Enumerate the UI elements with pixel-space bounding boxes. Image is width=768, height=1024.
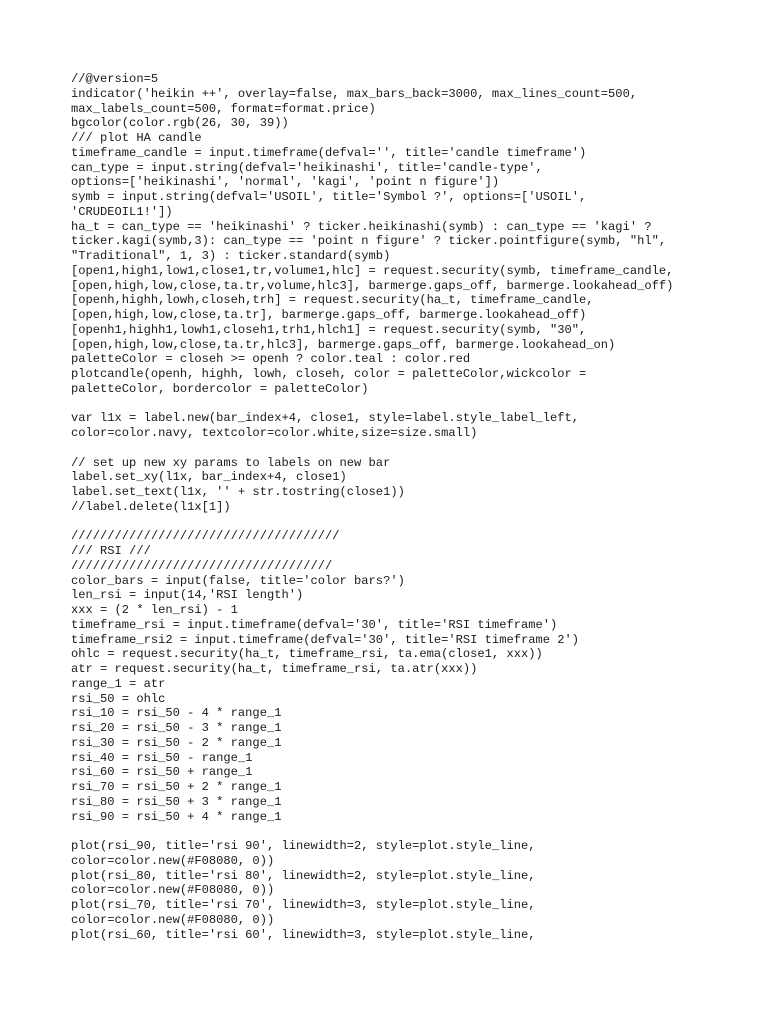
code-line: rsi_40 = rsi_50 - range_1 (71, 750, 253, 765)
code-line: plot(rsi_70, title='rsi 70', linewidth=3, style=plot.style_line, (71, 898, 536, 912)
code-line: rsi_70 = rsi_50 + 2 * range_1 (71, 780, 282, 794)
code-line: [open,high,low,close,ta.tr], barmerge.gaps_off, barmerge.lookahead_off) (71, 308, 587, 322)
code-line: rsi_20 = rsi_50 - 3 * range_1 (71, 721, 282, 735)
code-line: timeframe_rsi2 = input.timeframe(defval='30', title='RSI timeframe 2') (71, 632, 580, 647)
code-line: color=color.new(#F08080, 0)) (71, 912, 275, 927)
blank-line (71, 441, 751, 456)
code-line: rsi_90 = rsi_50 + 4 * range_1 (71, 809, 282, 824)
code-line: rsi_50 = ohlc (71, 691, 166, 706)
code-line: rsi_10 = rsi_50 - 4 * range_1 (71, 706, 282, 721)
code-line: timeframe_rsi = input.timeframe(defval='30', title='RSI timeframe') (71, 617, 558, 632)
code-line: color=color.new(#F08080, 0)) (71, 853, 275, 868)
code-line: color=color.new(#F08080, 0)) (71, 883, 275, 898)
code-line: symb = input.string(defval='USOIL', title='Symbol ?', options=['USOIL', (71, 190, 587, 204)
code-line: plot(rsi_60, title='rsi 60', linewidth=3, style=plot.style_line, (71, 927, 536, 942)
code-line: color_bars = input(false, title='color bars?') (71, 573, 405, 588)
code-line: [open1,high1,low1,close1,tr,volume1,hlc] = request.security(symb, timeframe_candle, (71, 263, 674, 278)
code-line: bgcolor(color.rgb(26, 30, 39)) (71, 116, 289, 131)
blank-line (71, 397, 751, 412)
code-line: timeframe_candle = input.timeframe(defval='', title='candle timeframe') (71, 145, 587, 160)
code-line: /// plot HA candle (71, 131, 202, 145)
blank-line (71, 824, 751, 839)
code-line: ohlc = request.security(ha_t, timeframe_rsi, ta.ema(close1, xxx)) (71, 647, 543, 662)
code-line: var l1x = label.new(bar_index+4, close1, style=label.style_label_left, (71, 411, 580, 426)
code-line: atr = request.security(ha_t, timeframe_rsi, ta.atr(xxx)) (71, 662, 478, 676)
code-line: indicator('heikin ++', overlay=false, max_bars_back=3000, max_lines_count=500, (71, 86, 638, 101)
code-line: ticker.kagi(symb,3): can_type == 'point n figure' ? ticker.pointfigure(symb, "hl", (71, 234, 667, 249)
code-line: label.set_text(l1x, '' + str.tostring(close1)) (71, 485, 405, 499)
code-line: //@version=5 (71, 72, 159, 86)
code-line: [open,high,low,close,ta.tr,volume,hlc3], barmerge.gaps_off, barmerge.lookahead_off) (71, 278, 674, 293)
code-line: range_1 = atr (71, 676, 166, 691)
code-line: plotcandle(openh, highh, lowh, closeh, color = paletteColor,wickcolor = (71, 367, 587, 381)
code-line: plot(rsi_90, title='rsi 90', linewidth=2, style=plot.style_line, (71, 839, 536, 853)
code-line: [openh,highh,lowh,closeh,trh] = request.security(ha_t, timeframe_candle, (71, 293, 594, 308)
code-line: rsi_80 = rsi_50 + 3 * range_1 (71, 794, 282, 809)
code-line: // set up new xy params to labels on new bar (71, 455, 391, 470)
code-line: rsi_60 = rsi_50 + range_1 (71, 765, 253, 780)
code-line: options=['heikinashi', 'normal', 'kagi', 'point n figure']) (71, 175, 500, 190)
code-line: ha_t = can_type == 'heikinashi' ? ticker.heikinashi(symb) : can_type == 'kagi' ? (71, 219, 652, 234)
code-line: rsi_30 = rsi_50 - 2 * range_1 (71, 735, 282, 750)
code-line: color=color.navy, textcolor=color.white,size=size.small) (71, 426, 478, 440)
code-line: xxx = (2 * len_rsi) - 1 (71, 603, 238, 617)
code-line: can_type = input.string(defval='heikinashi', title='candle-type', (71, 160, 543, 175)
blank-line (71, 515, 751, 530)
code-line: ///////////////////////////////////// (71, 529, 340, 544)
code-line: paletteColor, bordercolor = paletteColor) (71, 381, 369, 396)
code-line: //label.delete(l1x[1]) (71, 499, 231, 514)
code-document (71, 72, 751, 942)
code-line: plot(rsi_80, title='rsi 80', linewidth=2, style=plot.style_line, (71, 868, 536, 883)
code-line: label.set_xy(l1x, bar_index+4, close1) (71, 470, 347, 485)
code-line: /// RSI /// (71, 544, 151, 558)
code-line: 'CRUDEOIL1!']) (71, 204, 173, 219)
code-line: max_labels_count=500, format=format.price) (71, 101, 376, 116)
code-line: paletteColor = closeh >= openh ? color.teal : color.red (71, 352, 471, 367)
code-line: //////////////////////////////////// (71, 558, 333, 573)
code-line: len_rsi = input(14,'RSI length') (71, 588, 304, 603)
code-line: [openh1,highh1,lowh1,closeh1,trh1,hlch1] = request.security(symb, "30", (71, 322, 587, 337)
code-line: "Traditional", 1, 3) : ticker.standard(symb) (71, 249, 391, 263)
code-line: [open,high,low,close,ta.tr,hlc3], barmerge.gaps_off, barmerge.lookahead_on) (71, 337, 616, 352)
